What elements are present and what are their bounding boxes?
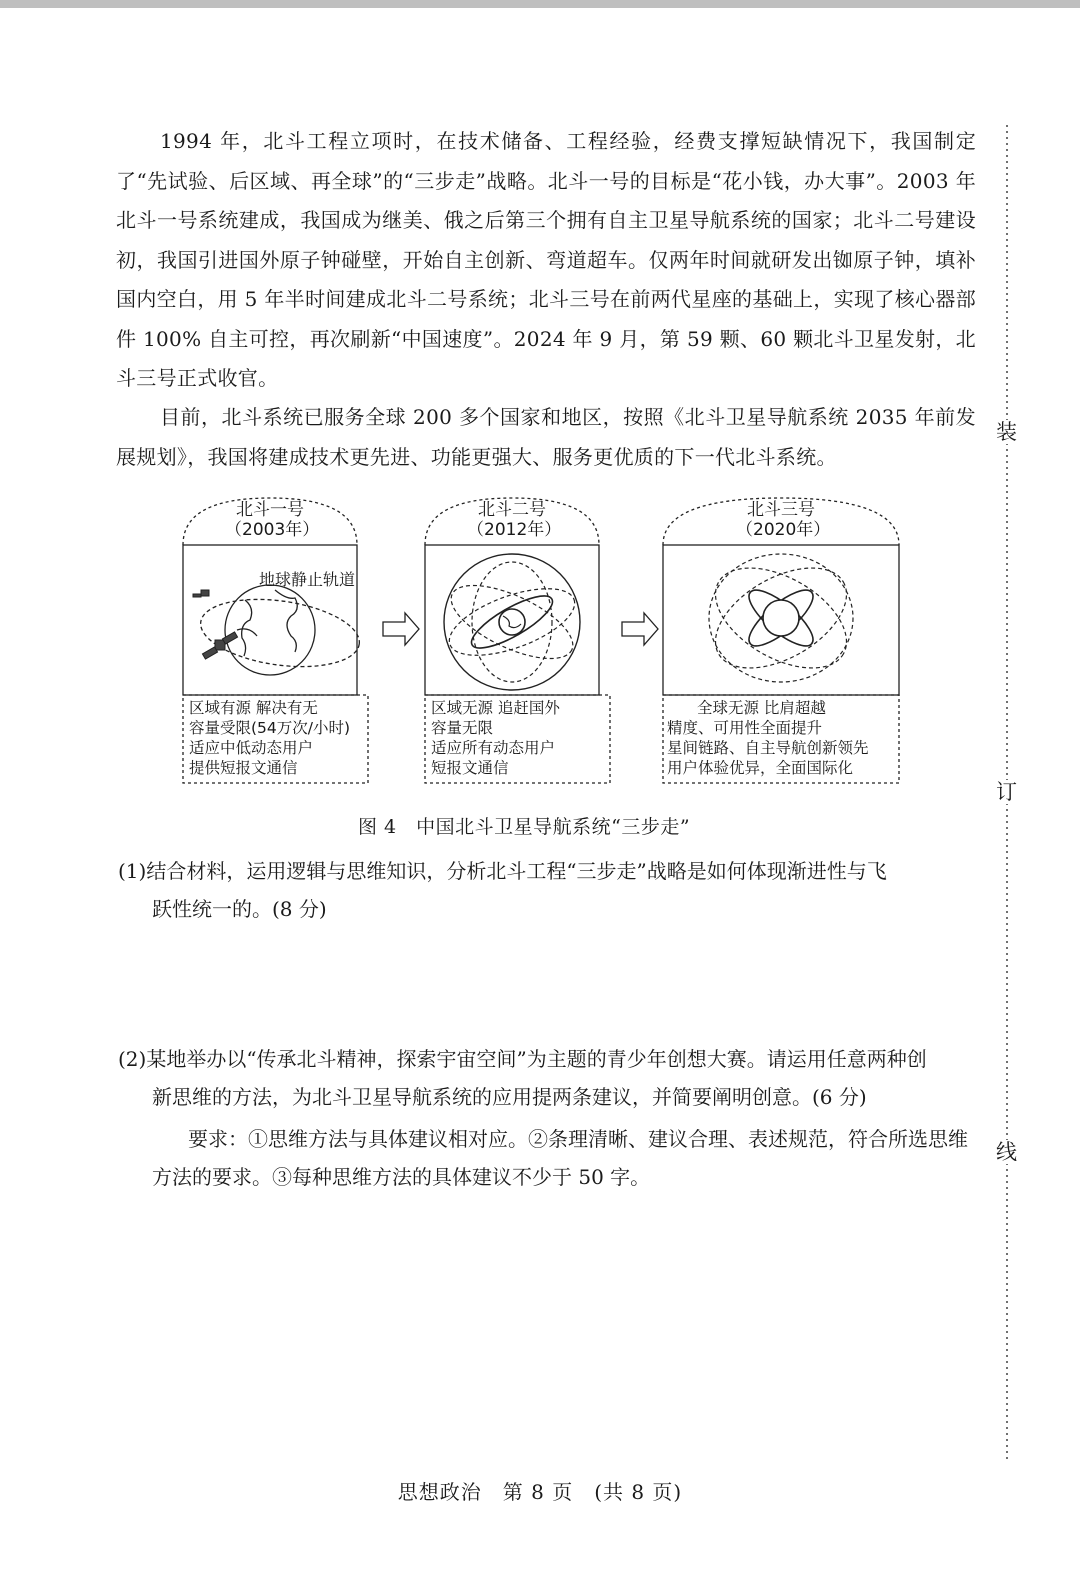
panel-2-line-2: 容量无限	[431, 719, 494, 737]
binding-mark-ding: 订	[996, 780, 1017, 804]
question-2-line-1: (2)某地举办以“传承北斗精神，探索宇宙空间”为主题的青少年创想大赛。请运用任意两种创	[118, 1047, 927, 1071]
binding-mark-zhuang: 装	[996, 420, 1017, 444]
binding-mark-xian: 线	[996, 1140, 1017, 1164]
question-1	[118, 852, 978, 928]
question-2-line-2: 新思维的方法，为北斗卫星导航系统的应用提两条建议，并简要阐明创意。(6 分)	[152, 1085, 867, 1109]
panel-2-year: （2012年）	[467, 520, 562, 540]
panel-1-line-4: 提供短报文通信	[189, 759, 298, 777]
panel-1-earth-icon	[196, 585, 363, 676]
panel-1-line-3: 适应中低动态用户	[189, 739, 314, 757]
question-2	[118, 1040, 978, 1116]
panel-3-orbits-icon	[699, 547, 864, 688]
panel-2-line-1: 区域无源 追赶国外	[431, 699, 560, 717]
question-1-line-1: (1)结合材料，运用逻辑与思维知识，分析北斗工程“三步走”战略是如何体现渐进性与飞	[118, 859, 887, 883]
panel-3-year: （2020年）	[736, 520, 831, 540]
arrow-right-icon-2	[622, 613, 658, 645]
question-2-requirements: 要求：①思维方法与具体建议相对应。②条理清晰、建议合理、表述规范，符合所选思维方法的要求。③每种思维方法的具体建议不少于 50 字。	[152, 1127, 968, 1189]
panel-1-line-1: 区域有源 解决有无	[189, 699, 318, 717]
geostationary-orbit-label: 地球静止轨道	[259, 570, 356, 589]
passage-paragraph-2: 目前，北斗系统已服务全球 200 多个国家和地区，按照《北斗卫星导航系统 2035 年前发展规划》，我国将建成技术更先进、功能更强大、服务更优质的下一代北斗系统。	[116, 405, 976, 469]
panel-2-name: 北斗二号	[478, 500, 546, 520]
page-footer: 思想政治 第 8 页 (共 8 页)	[397, 1480, 683, 1504]
arrow-right-icon	[383, 613, 419, 645]
panel-2-line-4: 短报文通信	[431, 759, 509, 777]
question-1-line-2: 跃性统一的。(8 分)	[152, 897, 327, 921]
panel-3-title	[736, 500, 831, 540]
figure-caption: 图 4 中国北斗卫星导航系统“三步走”	[358, 816, 691, 838]
panel-3-caption	[667, 698, 869, 778]
panel-3-name: 北斗三号	[747, 500, 815, 520]
panel-1-year: （2003年）	[225, 520, 320, 540]
panel-1-caption	[189, 698, 350, 778]
top-edge-bar	[0, 0, 1080, 8]
beidou-three-step-figure	[175, 490, 915, 790]
panel-2-orbits-icon	[441, 554, 583, 690]
panel-3-line-2: 精度、可用性全面提升	[667, 719, 823, 737]
panel-1-line-2: 容量受限(54万次/小时)	[189, 719, 351, 737]
panel-2-title	[467, 500, 562, 540]
panel-2-line-3: 适应所有动态用户	[431, 739, 556, 757]
panel-1-name: 北斗一号	[236, 500, 304, 520]
panel-3-line-4: 用户体验优异，全面国际化	[667, 759, 854, 777]
panel-1-title	[225, 500, 320, 540]
panel-2-caption	[431, 698, 560, 778]
passage-paragraph-1: 1994 年，北斗工程立项时，在技术储备、工程经验，经费支撑短缺情况下，我国制定了“先试验、后区域、再全球”的“三步走”战略。北斗一号的目标是“花小钱，办大事”。2003 年北斗一号系统建成，我国成为继美、俄之后第三个拥有自主卫星导航系统的国家；北斗二号建设初，我国引进国外原子钟碰壁，开始自主创新、弯道超车。仅两年时间就研发出铷原子钟，填补国内空白，用 5 年半时间建成北斗二号系统；北斗三号在前两代星座的基础上，实现了核心器部件 100% 自主可控，再次刷新“中国速度”。2024 年 9 月，第 59 颗、60 颗北斗卫星发射，北斗三号正式收官。	[116, 129, 976, 390]
panel-3-line-3: 星间链路、自主导航创新领先	[667, 739, 869, 757]
panel-3-line-1: 全球无源 比肩超越	[697, 699, 826, 717]
